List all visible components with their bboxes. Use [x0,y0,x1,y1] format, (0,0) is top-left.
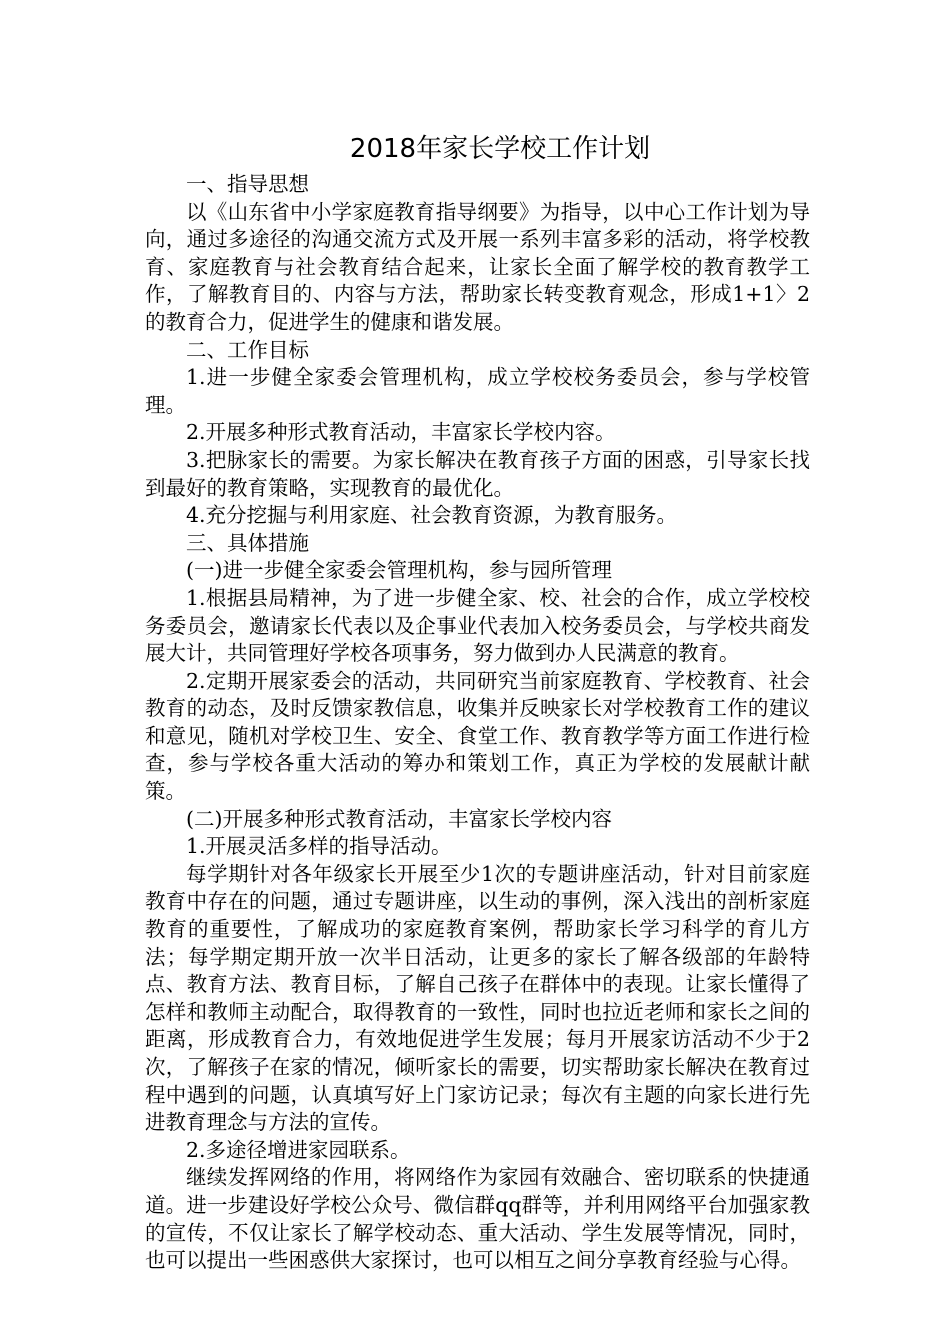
paragraph: 每学期针对各年级家长开展至少1次的专题讲座活动，针对目前家庭教育中存在的问题，通过专题讲座，以生动的事例，深入浅出的剖析家庭教育的重要性，了解成功的家庭教育案例，帮助家长学习科学的育儿方法；每学期定期开放一次半日活动，让更多的家长了解各级部的年龄特点、教育方法、教育目标，了解自己孩子在群体中的表现。让家长懂得了怎样和教师主动配合，取得教育的一致性，同时也拉近老师和家长之间的距离，形成教育合力，有效地促进学生发展；每月开展家访活动不少于2次，了解孩子在家的情况，倾听家长的需要，切实帮助家长解决在教育过程中遇到的问题，认真填写好上门家访记录；每次有主题的向家长进行先进教育理念与方法的宣传。 [145,861,810,1135]
document-title: 2018年家长学校工作计划 [349,134,651,164]
goal-item: 4.充分挖掘与利用家庭、社会教育资源，为教育服务。 [186,503,678,528]
subheading: 1.开展灵活多样的指导活动。 [186,834,452,859]
heading-work-goals: 二、工作目标 [186,337,309,362]
goal-item: 2.开展多种形式教育活动，丰富家长学校内容。 [186,420,616,445]
paragraph: 以《山东省中小学家庭教育指导纲要》为指导，以中心工作计划为导向，通过多途径的沟通交流方式及开展一系列丰富多彩的活动，将学校教育、家庭教育与社会教育结合起来，让家长全面了解学校的教育教学工作，了解教育目的、内容与方法，帮助家长转变教育观念，形成1+1〉2的教育合力，促进学生的健康和谐发展。 [145,199,810,334]
document-body [145,171,810,1275]
subheading: 2.多途径增进家园联系。 [186,1137,411,1162]
paragraph: 继续发挥网络的作用，将网络作为家园有效融合、密切联系的快捷通道。进一步建设好学校公众号、微信群qq群等，并利用网络平台加强家教的宣传，不仅让家长了解学校动态、重大活动、学生发展等情况，同时，也可以提出一些困惑供大家探讨，也可以相互之间分享教育经验与心得。 [145,1165,810,1273]
subheading: (二)开展多种形式教育活动，丰富家长学校内容 [186,806,612,831]
heading-specific-measures: 三、具体措施 [186,530,309,555]
goal-item: 3.把脉家长的需要。为家长解决在教育孩子方面的困惑，引导家长找到最好的教育策略，实现教育的最优化。 [145,447,810,500]
paragraph: 2.定期开展家委会的活动，共同研究当前家庭教育、学校教育、社会教育的动态，及时反馈家教信息，收集并反映家长对学校教育工作的建议和意见，随机对学校卫生、安全、食堂工作、教育教学等方面工作进行检查，参与学校各重大活动的筹办和策划工作，真正为学校的发展献计献策。 [145,668,810,804]
paragraph: 1.根据县局精神，为了进一步健全家、校、社会的合作，成立学校校务委员会，邀请家长代表以及企事业代表加入校务委员会，与学校共商发展大计，共同管理好学校各项事务，努力做到办人民满意的教育。 [145,585,810,666]
heading-guiding-ideology: 一、指导思想 [186,172,309,196]
goal-item: 1.进一步健全家委会管理机构，成立学校校务委员会，参与学校管理。 [145,365,810,417]
subheading: (一)进一步健全家委会管理机构，参与园所管理 [186,558,612,583]
